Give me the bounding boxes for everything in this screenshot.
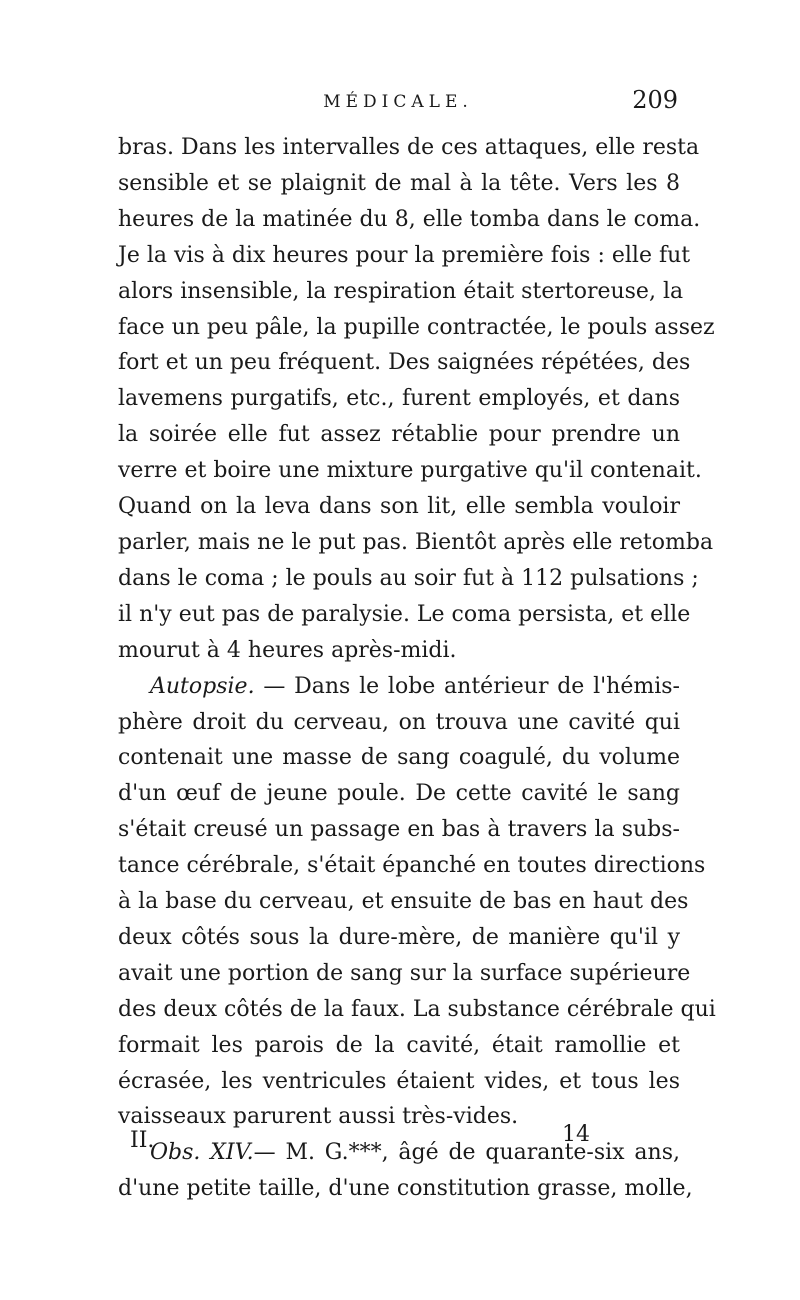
text-line: alors insensible, la respiration était stertoreuse, la xyxy=(118,278,684,304)
text-line: tance cérébrale, s'était épanché en toutes directions xyxy=(118,853,706,879)
autopsy-label: Autopsie. xyxy=(150,673,255,699)
text-line: d'une petite taille, d'une constitution grasse, molle, xyxy=(118,1176,693,1202)
text-line: à la base du cerveau, et ensuite de bas en haut des xyxy=(118,889,689,915)
text-line: dans le coma ; le pouls au soir fut à 112 pulsations ; xyxy=(118,565,699,591)
text-line: deux côtés sous la dure-mère, de manière qu'il y xyxy=(118,924,680,950)
text-line xyxy=(118,669,680,705)
text-line: contenait une masse de sang coagulé, du volume xyxy=(118,745,680,771)
text-run: — M. G.***, âgé de quarante-six ans, xyxy=(253,1140,680,1166)
running-title: MÉDICALE. xyxy=(323,92,473,112)
body-text xyxy=(118,130,716,1207)
text-line: lavemens purgatifs, etc., furent employés, et dans xyxy=(118,386,680,412)
text-line: parler, mais ne le put pas. Bientôt après elle retomba xyxy=(118,529,714,555)
text-line: formait les parois de la cavité, était ramollie et xyxy=(118,1032,680,1058)
text-line: d'un œuf de jeune poule. De cette cavité le sang xyxy=(118,781,680,807)
text-line: il n'y eut pas de paralysie. Le coma persista, et elle xyxy=(118,601,691,627)
text-line: Je la vis à dix heures pour la première fois : elle fut xyxy=(118,242,691,268)
text-line: vaisseaux parurent aussi très-vides. xyxy=(118,1104,519,1130)
text-line: face un peu pâle, la pupille contractée, le pouls assez xyxy=(118,314,715,340)
gathering-folio: 14 xyxy=(562,1122,590,1147)
text-line: bras. Dans les intervalles de ces attaques, elle resta xyxy=(118,135,700,160)
text-line: verre et boire une mixture purgative qu'il contenait. xyxy=(118,458,702,484)
text-line: heures de la matinée du 8, elle tomba dans le coma. xyxy=(118,206,701,232)
text-line: avait une portion de sang sur la surface supérieure xyxy=(118,960,691,986)
observation-label: Obs. XIV. xyxy=(150,1140,254,1166)
text-line: mourut à 4 heures après-midi. xyxy=(118,637,457,663)
page-footer xyxy=(130,1122,590,1162)
page-number: 209 xyxy=(632,86,678,114)
text-line: s'était creusé un passage en bas à travers la subs- xyxy=(118,817,680,843)
text-line: sensible et se plaignit de mal à la tête. Vers les 8 xyxy=(118,170,680,196)
text-line: écrasée, les ventricules étaient vides, et tous les xyxy=(118,1068,680,1094)
text-line: la soirée elle fut assez rétablie pour prendre un xyxy=(118,422,680,448)
signature-mark: II. xyxy=(130,1128,155,1153)
text-line: Quand on la leva dans son lit, elle sembla vouloir xyxy=(118,494,680,520)
text-line: des deux côtés de la faux. La substance cérébrale qui xyxy=(118,996,716,1022)
text-line: phère droit du cerveau, on trouva une cavité qui xyxy=(118,709,680,735)
text-line: fort et un peu fréquent. Des saignées répétées, des xyxy=(118,350,691,376)
running-head xyxy=(118,86,678,128)
text-run: — Dans le lobe antérieur de l'hémis- xyxy=(254,673,680,699)
